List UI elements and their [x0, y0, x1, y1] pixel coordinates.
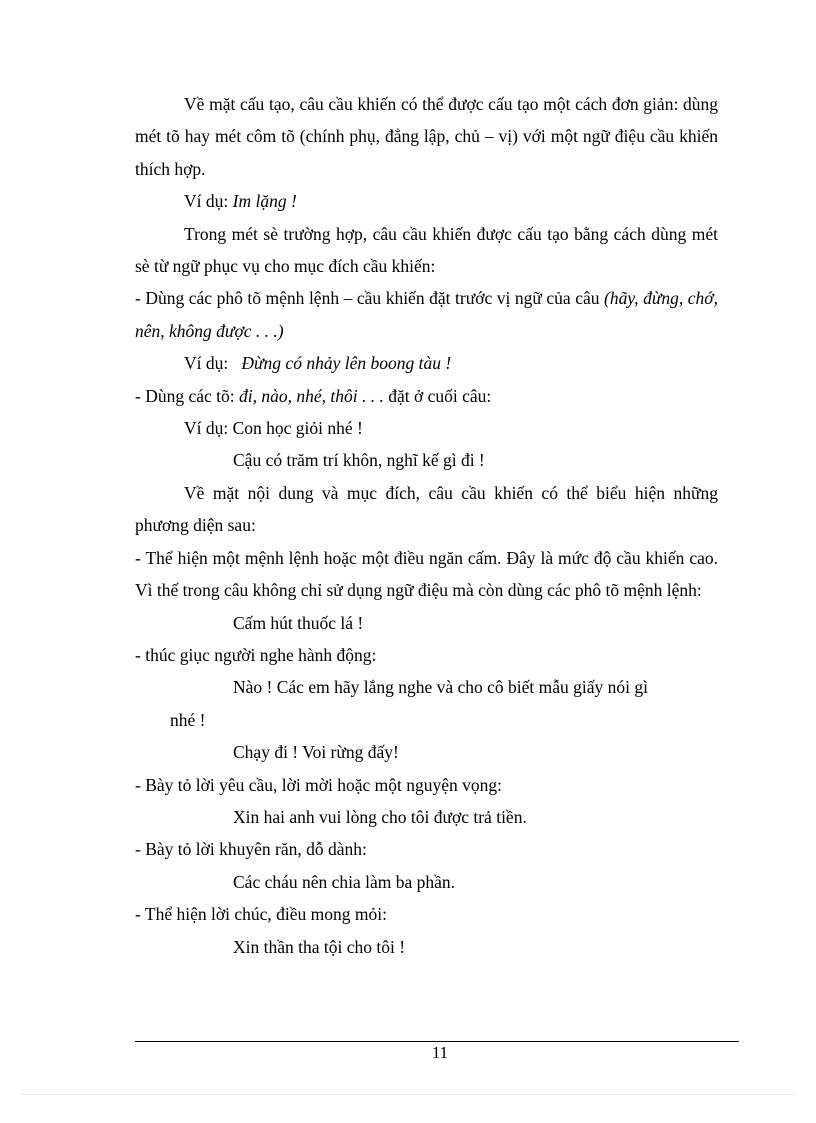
- bullet-advice: - Bày tỏ lời khuyên răn, dỗ dành:: [135, 839, 367, 860]
- page-bottom-dotted-line: [20, 1094, 796, 1095]
- bullet-italic: (hãy, đừng, chớ, nên, không được . . .): [135, 288, 718, 341]
- example-command: Cấm hút thuốc lá !: [233, 612, 364, 633]
- bullet-particles: [135, 380, 718, 412]
- bullet-text: - Dùng các phô tõ mệnh lệnh – cầu khiến đặt trước vị ngữ của câu: [135, 288, 605, 309]
- example-advice: Các cháu nên chia làm ba phần.: [233, 871, 456, 892]
- paragraph-words: Trong mét sè trường hợp, câu cầu khiến được cấu tạo bằng cách dùng mét sè từ ngữ phục vụ cho mục đích cầu khiến:: [135, 223, 718, 277]
- example-2: [135, 347, 718, 379]
- body-text: [135, 88, 718, 963]
- bullet-italic: đi, nào, nhé, thôi . . .: [239, 385, 384, 406]
- bullet-request: - Bày tỏ lời yêu cầu, lời mời hoặc một nguyện vọng:: [135, 774, 503, 795]
- example-request: Xin hai anh vui lòng cho tôi được trả tiền.: [233, 806, 527, 827]
- example-wish: Xin thần tha tội cho tôi !: [233, 936, 406, 957]
- example-urge-2: Chạy đi ! Voi rừng đấy!: [233, 742, 399, 763]
- example-3-line-1: Ví dụ: Con học giỏi nhé !: [184, 418, 363, 439]
- example-text: Im lặng !: [232, 191, 297, 212]
- paragraph-content: Về mặt nội dung và mục đích, câu cầu khiến có thể biểu hiện những phương diện sau:: [135, 482, 718, 536]
- example-text: Đừng có nhảy lên boong tàu !: [241, 353, 452, 374]
- example-1: [135, 185, 718, 217]
- paragraph-structure: Về mặt cấu tạo, câu cầu khiến có thể được cấu tạo một cách đơn giản: dùng mét tõ hay mét côm tõ (chính phụ, đẳng lập, chủ – vị) với một ngữ điệu cầu khiến thích hợp.: [135, 94, 718, 179]
- example-urge-1a: Nào ! Các em hãy lắng nghe và cho cô biết mẫu giấy nói gì: [233, 677, 649, 698]
- bullet-command: - Thể hiện một mệnh lệnh hoặc một điều ngăn cấm. Đây là mức độ cầu khiến cao. Vì thế trong câu không chỉ sử dụng ngữ điệu mà còn dùng các phô tõ mệnh lệnh:: [135, 547, 718, 601]
- example-label: Ví dụ:: [184, 191, 233, 212]
- bullet-suffix: đặt ở cuối câu:: [383, 385, 492, 406]
- page-number: 11: [431, 1043, 449, 1062]
- bullet-wish: - Thể hiện lời chúc, điều mong mỏi:: [135, 904, 387, 925]
- example-urge-1b: nhé !: [170, 709, 206, 730]
- example-3-line-2: Cậu có trăm trí khôn, nghĩ kế gì đi !: [233, 450, 485, 471]
- bullet-urge: - thúc giục người nghe hành động:: [135, 644, 377, 665]
- bullet-adverbs: [135, 282, 718, 347]
- example-label: Ví dụ:: [184, 353, 242, 374]
- bullet-prefix: - Dùng các tõ:: [135, 385, 239, 406]
